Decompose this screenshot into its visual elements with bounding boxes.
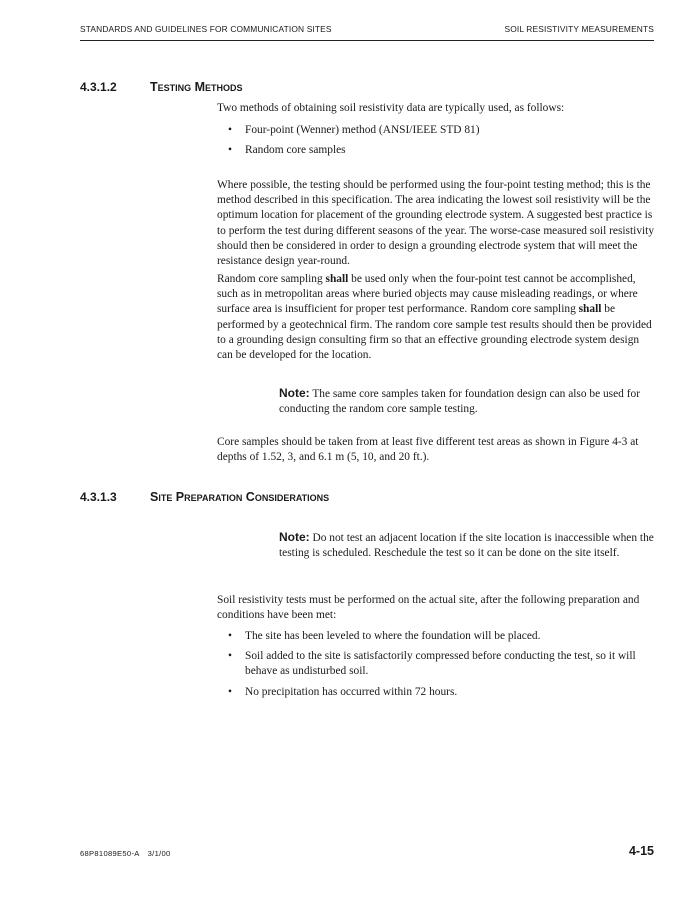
random-core-paragraph: Random core sampling shall be used only when the four-point test cannot be accomplished, such as in metropolitan areas where buried objects may cause misleading readings, or where surface area is insufficient for proper test performance. Random core sampling shall be performed by a geotechnical firm. The random core sample test results should then be provided to a grounding design consulting firm so that an effective grounding electrode system design can be developed for the location. (217, 273, 652, 362)
document-date: 3/1/00 (147, 849, 171, 858)
header-rule (80, 40, 654, 41)
note-label: Note: (279, 386, 310, 400)
four-point-paragraph: Where possible, the testing should be performed using the four-point testing method; this is the method described in this specification. The area indicating the lowest soil resistivity will be the optimum location for placement of the grounding electrode system. A suggested best practice is to perform the test during different seasons of the year. The worse-case measured soil resistivity should then be considered in order to design a grounding electrode system that will meet the resistance design year-round. (217, 179, 655, 268)
shall-keyword: shall (578, 303, 602, 316)
shall-keyword: shall (325, 273, 349, 285)
note-label: Note: (279, 530, 310, 544)
note-adjacent-location: Note: Do not test an adjacent location if the site location is inaccessible when the testing is scheduled. Reschedule the test so it can be done on the site itself. (279, 530, 654, 560)
testing-methods-intro: Two methods of obtaining soil resistivity data are typically used, as follows: (217, 102, 565, 114)
list-item: • Four-point (Wenner) method (ANSI/IEEE STD 81) (228, 124, 480, 136)
footer-document-info (80, 849, 171, 858)
list-item: • Random core samples (228, 144, 346, 157)
running-header (80, 24, 654, 38)
section-number: 4.3.1.3 (80, 490, 117, 504)
list-item: • No precipitation has occurred within 72 hours. (228, 685, 458, 698)
section-title: Testing Methods (150, 80, 243, 94)
section-number: 4.3.1.2 (80, 80, 117, 94)
site-preparation-intro: Soil resistivity tests must be performed on the actual site, after the following preparation and conditions have been met: (217, 594, 640, 622)
list-item: • Soil added to the site is satisfactorily compressed before conducting the test, so it will behave as undisturbed soil. (228, 650, 636, 678)
list-item: • The site has been leveled to where the foundation will be placed. (228, 630, 541, 642)
document-number: 68P81089E50-A (80, 849, 140, 858)
site-preparation-list (228, 629, 653, 705)
testing-methods-list (228, 123, 653, 163)
section-heading-site-preparation (80, 490, 329, 504)
core-samples-paragraph: Core samples should be taken from at least five different test areas as shown in Figure 4-3 at depths of 1.52, 3, and 6.1 m (5, 10, and 20 ft.). (217, 436, 639, 464)
note-core-samples: Note: The same core samples taken for foundation design can also be used for conducting the random core sample testing. (279, 386, 641, 416)
section-heading-testing-methods (80, 80, 243, 94)
page-number: 4-15 (628, 844, 654, 858)
section-title: Site Preparation Considerations (150, 490, 330, 504)
header-document-title: STANDARDS AND GUIDELINES FOR COMMUNICATION SITES (80, 24, 332, 34)
header-chapter-title: SOIL RESISTIVITY MEASUREMENTS (504, 24, 654, 34)
